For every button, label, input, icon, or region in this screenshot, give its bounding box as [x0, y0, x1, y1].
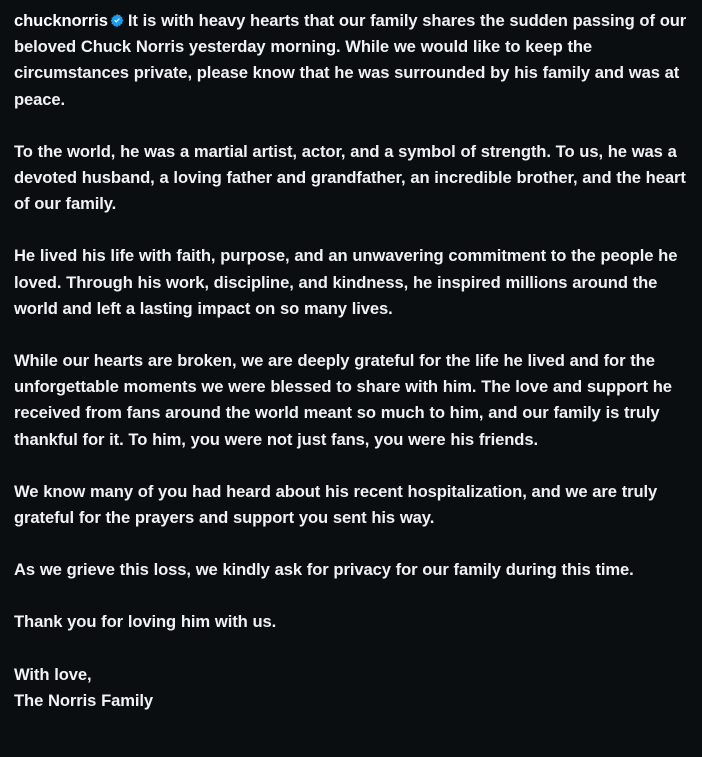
- caption-paragraph: While our hearts are broken, we are deeply grateful for the life he lived and for the unforgettable moments we were blessed to share with him. The love and support he received from fans around the world meant so much to him, and our family is truly thankful for it. To him, you were not just fans, you were his friends.: [14, 351, 672, 449]
- caption-paragraph: He lived his life with faith, purpose, and an unwavering commitment to the people he loved. Through his work, discipline, and kindness, he inspired millions around the world and left a lasting impact on so many lives.: [14, 246, 678, 318]
- signature-block: [14, 662, 688, 714]
- caption-paragraph-text: It is with heavy hearts that our family shares the sudden passing of our beloved Chuck Norris yesterday morning. While we would like to keep the circumstances private, please know that he was surrounded by his family and was at peace.: [14, 11, 687, 109]
- username-label[interactable]: chucknorris: [14, 11, 108, 30]
- signature-line-2: The Norris Family: [14, 690, 154, 710]
- verified-badge-icon: [110, 9, 124, 23]
- signature-line-1: With love,: [14, 664, 92, 684]
- post-caption: [14, 8, 688, 714]
- caption-first-paragraph: [14, 8, 688, 113]
- caption-paragraph: To the world, he was a martial artist, actor, and a symbol of strength. To us, he was a devoted husband, a loving father and grandfather, an incredible brother, and the heart of our family.: [14, 141, 686, 214]
- caption-paragraph: As we grieve this loss, we kindly ask for privacy for our family during this time.: [14, 560, 634, 580]
- caption-paragraph: Thank you for loving him with us.: [14, 612, 277, 632]
- caption-paragraph: We know many of you had heard about his recent hospitalization, and we are truly grateful for the prayers and support you sent his way.: [14, 481, 658, 528]
